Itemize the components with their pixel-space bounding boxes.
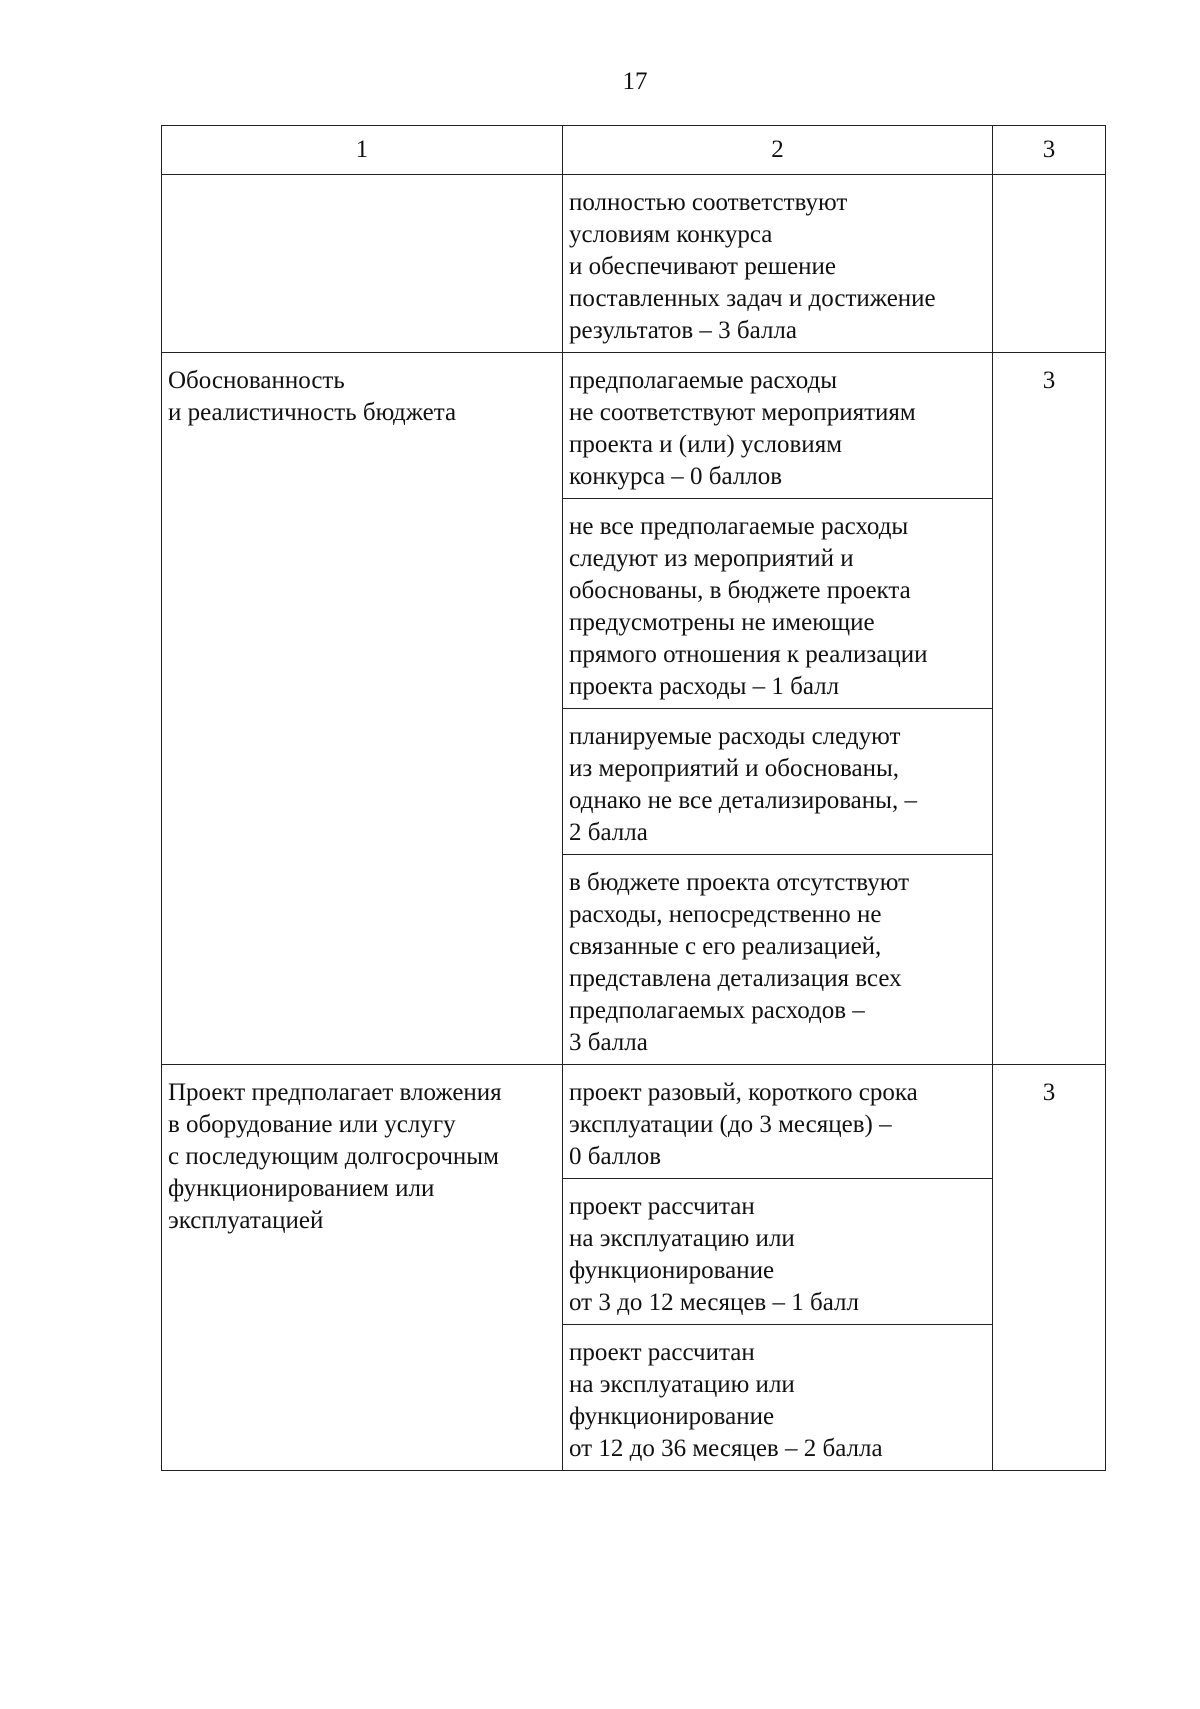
option-line: результатов – 3 балла	[569, 317, 797, 344]
criterion-line: функционированием или	[168, 1175, 435, 1202]
option-line: планируемые расходы следуют	[569, 723, 901, 750]
criteria-table	[161, 125, 1106, 1471]
criterion-line: эксплуатацией	[168, 1207, 324, 1234]
header-cell-1: 1	[162, 126, 563, 175]
option-cell	[563, 1325, 993, 1471]
option-line: 2 балла	[569, 819, 648, 846]
option-line: проект разовый, короткого срока	[569, 1079, 918, 1106]
option-line: обоснованы, в бюджете проекта	[569, 577, 911, 604]
option-line: предполагаемые расходы	[569, 367, 838, 394]
option-line: на эксплуатацию или	[569, 1371, 795, 1398]
criterion-cell	[162, 175, 563, 353]
option-line: 0 баллов	[569, 1143, 662, 1170]
option-line: и обеспечивают решение	[569, 253, 837, 280]
criterion-cell	[162, 353, 563, 1065]
criterion-line: и реалистичность бюджета	[168, 399, 457, 426]
option-line: проекта и (или) условиям	[569, 431, 843, 458]
score-cell: 3	[993, 353, 1106, 1065]
option-line: не соответствуют мероприятиям	[569, 399, 916, 426]
option-line: конкурса – 0 баллов	[569, 463, 783, 490]
option-cell	[563, 1065, 993, 1179]
criterion-line: с последующим долгосрочным	[168, 1143, 499, 1170]
option-line: поставленных задач и достижение	[569, 285, 936, 312]
criterion-line: Обоснованность	[168, 367, 345, 394]
option-line: на эксплуатацию или	[569, 1225, 795, 1252]
option-line: предполагаемых расходов –	[569, 997, 865, 1024]
table-body	[162, 175, 1106, 1471]
header-cell-3: 3	[993, 126, 1106, 175]
option-line: предусмотрены не имеющие	[569, 609, 875, 636]
option-cell	[563, 1179, 993, 1325]
option-line: проект рассчитан	[569, 1193, 755, 1220]
header-row	[162, 126, 1106, 175]
header-cell-2: 2	[563, 126, 993, 175]
page-number: 17	[622, 68, 648, 95]
option-line: от 3 до 12 месяцев – 1 балл	[569, 1289, 859, 1316]
option-cell	[563, 353, 993, 499]
option-cell	[563, 175, 993, 353]
option-line: связанные с его реализацией,	[569, 933, 882, 960]
option-line: следуют из мероприятий и	[569, 545, 854, 572]
table-header	[162, 126, 1106, 175]
option-line: проект рассчитан	[569, 1339, 755, 1366]
option-line: не все предполагаемые расходы	[569, 513, 909, 540]
option-line: в бюджете проекта отсутствуют	[569, 869, 910, 896]
option-line: условиям конкурса	[569, 221, 773, 248]
option-line: функционирование	[569, 1403, 775, 1430]
option-line: 3 балла	[569, 1029, 648, 1056]
option-line: однако не все детализированы, –	[569, 787, 917, 814]
table-row	[162, 1065, 1106, 1179]
option-line: прямого отношения к реализации	[569, 641, 928, 668]
option-line: от 12 до 36 месяцев – 2 балла	[569, 1435, 883, 1462]
option-line: полностью соответствуют	[569, 189, 848, 216]
option-line: расходы, непосредственно не	[569, 901, 882, 928]
option-cell	[563, 855, 993, 1065]
option-line: эксплуатации (до 3 месяцев) –	[569, 1111, 892, 1138]
option-line: представлена детализация всех	[569, 965, 902, 992]
option-cell	[563, 709, 993, 855]
criterion-line: Проект предполагает вложения	[168, 1079, 502, 1106]
option-line: из мероприятий и обоснованы,	[569, 755, 900, 782]
table-row	[162, 175, 1106, 353]
criterion-cell	[162, 1065, 563, 1471]
criterion-line: в оборудование или услугу	[168, 1111, 456, 1138]
option-line: функционирование	[569, 1257, 775, 1284]
option-cell	[563, 499, 993, 709]
table-row	[162, 353, 1106, 499]
option-line: проекта расходы – 1 балл	[569, 673, 840, 700]
score-cell	[993, 175, 1106, 353]
score-cell: 3	[993, 1065, 1106, 1471]
